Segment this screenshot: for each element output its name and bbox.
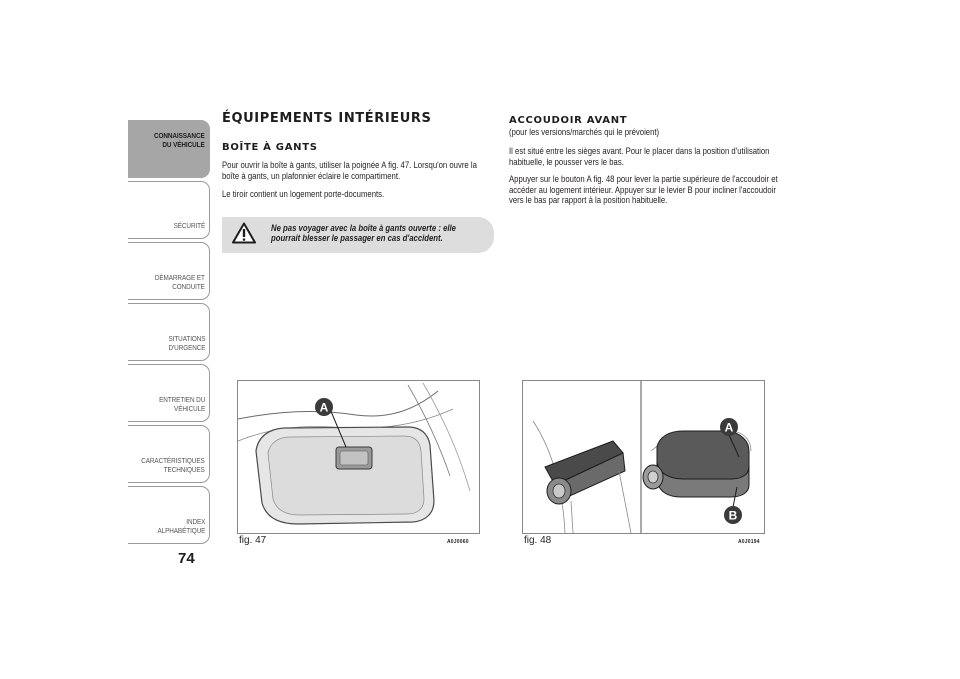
- section-title-glovebox: BOÎTE À GANTS: [222, 142, 318, 153]
- section-title-armrest: ACCOUDOIR AVANT: [509, 115, 628, 126]
- paragraph: Il est situé entre les sièges avant. Pour le placer dans la position d'utilisation habituelle, le pousser vers le bas.: [509, 146, 770, 167]
- callout-a: A: [319, 400, 329, 415]
- warning-box: [222, 217, 494, 253]
- warning-icon: [232, 222, 256, 244]
- callout-b: B: [728, 508, 738, 523]
- tab-label: CARACTÉRISTIQUES TECHNIQUES: [141, 456, 205, 474]
- tab-index-alphabetique[interactable]: [128, 486, 210, 544]
- glovebox-illustration: [238, 381, 479, 533]
- figure-48-code: A0J0194: [738, 539, 760, 545]
- tab-label: ENTRETIEN DU VÉHICULE: [158, 395, 205, 413]
- figure-47-glovebox: [237, 380, 480, 534]
- figure-47-code: A0J0060: [447, 539, 469, 545]
- warning-text: Ne pas voyager avec la boîte à gants ouverte : elle pourrait blesser le passager en cas d'accident.: [271, 223, 456, 243]
- tab-label: DÉMARRAGE ET CONDUITE: [155, 273, 205, 291]
- armrest-illustration: [523, 381, 764, 533]
- figure-48-armrest: [522, 380, 765, 534]
- paragraph: Pour ouvrir la boîte à gants, utiliser la poignée A fig. 47. Lorsqu'on ouvre la boîte à gants, un plafonnier éclaire le compartiment.: [222, 160, 477, 181]
- tab-caracteristiques-techniques[interactable]: [128, 425, 210, 483]
- figure-48-caption: fig. 48: [524, 535, 552, 546]
- callout-a: A: [724, 420, 734, 435]
- tab-connaissance-du-vehicule[interactable]: [128, 120, 210, 178]
- tab-label: SÉCURITÉ: [173, 221, 205, 230]
- tab-securite[interactable]: [128, 181, 210, 239]
- paragraph: Appuyer sur le bouton A fig. 48 pour lever la partie supérieure de l'accoudoir et accéder au logement intérieur. Appuyer sur le levier B pour incliner l'accoudoir vers le bas par rapport à la position habituelle.: [509, 174, 778, 205]
- subtitle: (pour les versions/marchés qui le prévoient): [509, 127, 660, 137]
- page-title: ÉQUIPEMENTS INTÉRIEURS: [222, 111, 432, 126]
- tab-label: INDEX ALPHABÉTIQUE: [157, 517, 205, 535]
- tab-label: CONNAISSANCE DU VÉHICULE: [154, 131, 205, 149]
- tab-demarrage-et-conduite[interactable]: [128, 242, 210, 300]
- tab-entretien-du-vehicule[interactable]: [128, 364, 210, 422]
- figure-47-caption: fig. 47: [239, 535, 267, 546]
- page-number: 74: [178, 550, 195, 567]
- tab-situations-d-urgence[interactable]: [128, 303, 210, 361]
- tab-label: SITUATIONS D'URGENCE: [168, 334, 205, 352]
- paragraph: Le tiroir contient un logement porte-documents.: [222, 189, 385, 199]
